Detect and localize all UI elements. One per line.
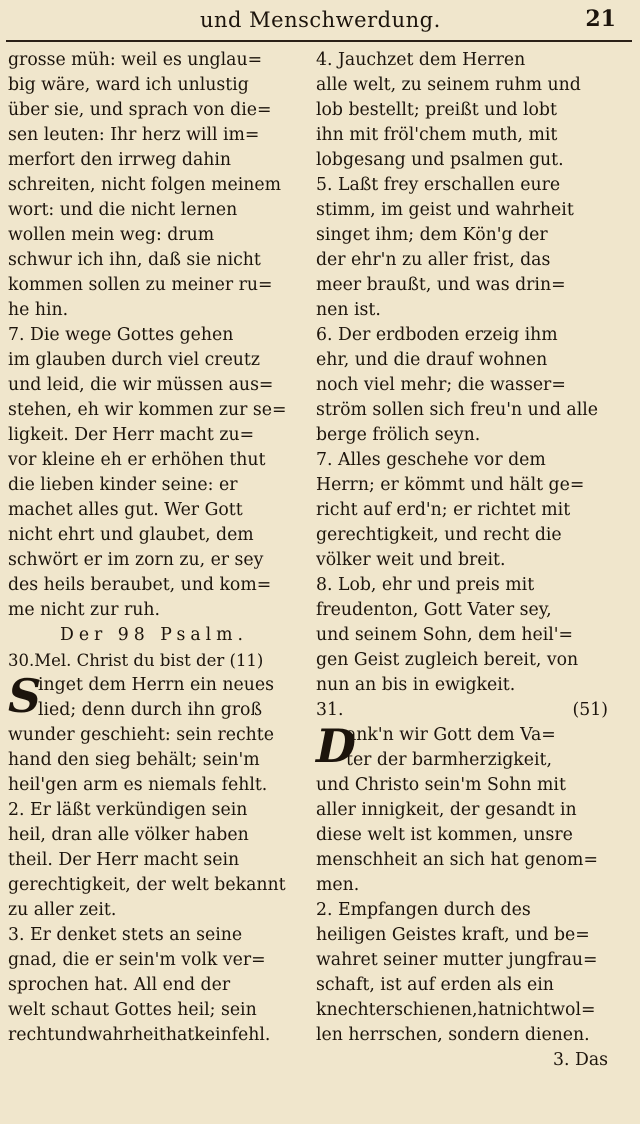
psalm-title: Der 98 Psalm.: [59, 625, 249, 645]
text-line: heil, dran alle völker haben: [8, 825, 249, 845]
text-line: berge frölich seyn.: [316, 425, 481, 445]
text-line: he hin.: [8, 300, 69, 320]
text-line: kommen sollen zu meiner ru=: [8, 275, 273, 295]
text-line: machet alles gut. Wer Gott: [8, 500, 243, 520]
text-line: big wäre, ward ich unlustig: [8, 75, 249, 95]
text-line: freudenton, Gott Vater sey,: [316, 600, 552, 620]
text-line: schwur ich ihn, daß sie nicht: [8, 250, 261, 270]
text-line: über sie, und sprach von die=: [8, 100, 272, 120]
text-line: len herrschen, sondern dienen.: [316, 1025, 590, 1045]
text-line: aller innigkeit, der gesandt in: [316, 800, 577, 820]
text-line: lobgesang und psalmen gut.: [316, 150, 564, 170]
text-line: zu aller zeit.: [8, 900, 117, 920]
text-line: gerechtigkeit, der welt bekannt: [8, 875, 286, 895]
text-line: nun an bis in ewigkeit.: [316, 675, 516, 695]
text-line: ter der barmherzigkeit,: [346, 750, 552, 770]
drop-cap: D: [316, 719, 356, 773]
text-line: nen ist.: [316, 300, 381, 320]
text-line: ihn mit fröl'chem muth, mit: [316, 125, 558, 145]
text-line: wunder geschieht: sein rechte: [8, 725, 274, 745]
text-line: des heils beraubet, und kom=: [8, 575, 272, 595]
text-line: die lieben kinder seine: er: [8, 475, 238, 495]
text-line: gerechtigkeit, und recht die: [316, 525, 562, 545]
text-line: hand den sieg behält; sein'm: [8, 750, 260, 770]
text-line: stimm, im geist und wahrheit: [316, 200, 574, 220]
hymn-31-opening: [316, 719, 608, 773]
running-head: und Menschwerdung.: [200, 8, 441, 32]
text-line: wollen mein weg: drum: [8, 225, 215, 245]
text-line: heiligen Geistes kraft, und be=: [316, 925, 590, 945]
text-line: der ehr'n zu aller frist, das: [316, 250, 551, 270]
text-line: wort: und die nicht lernen: [8, 200, 238, 220]
text-line: ank'n wir Gott dem Va=: [346, 725, 556, 745]
text-line: wahret seiner mutter jungfrau=: [316, 950, 598, 970]
text-line: welt schaut Gottes heil; sein: [8, 1000, 257, 1020]
text-line: sen leuten: Ihr herz will im=: [8, 125, 260, 145]
text-line: singet ihm; dem Kön'g der: [316, 225, 548, 245]
text-line: lied; denn durch ihn groß: [38, 700, 263, 720]
text-line: inget dem Herrn ein neues: [38, 675, 274, 695]
text-line: diese welt ist kommen, unsre: [316, 825, 573, 845]
text-line: ström sollen sich freu'n und alle: [316, 400, 599, 420]
text-line: menschheit an sich hat genom=: [316, 850, 598, 870]
verse-start-line: 2. Empfangen durch des: [316, 900, 531, 920]
text-line: ligkeit. Der Herr macht zu=: [8, 425, 255, 445]
text-line: und leid, die wir müssen aus=: [8, 375, 274, 395]
text-line: merfort den irrweg dahin: [8, 150, 232, 170]
text-line: schwört er im zorn zu, er sey: [8, 550, 264, 570]
verse-start-line: 8. Lob, ehr und preis mit: [316, 575, 535, 595]
text-line: lob bestellt; preißt und lobt: [316, 100, 557, 120]
text-line: völker weit und breit.: [316, 550, 506, 570]
left-column: [8, 48, 300, 1048]
verse-start-line: 3. Er denket stets an seine: [8, 925, 243, 945]
text-line: gen Geist zugleich bereit, von: [316, 650, 579, 670]
verse-start-line: 7. Die wege Gottes gehen: [8, 325, 234, 345]
text-line: Herrn; er kömmt und hält ge=: [316, 475, 585, 495]
hymn-31-heading: [316, 698, 608, 723]
text-line: und Christo sein'm Sohn mit: [316, 775, 566, 795]
text-line: theil. Der Herr macht sein: [8, 850, 240, 870]
text-line: und seinem Sohn, dem heil'=: [316, 625, 573, 645]
verse-start-line: 7. Alles geschehe vor dem: [316, 450, 546, 470]
text-line: me nicht zur ruh.: [8, 600, 161, 620]
page-number: 21: [585, 6, 616, 32]
tune-reference: (51): [572, 700, 608, 720]
text-line: rechtundwahrheithatkeinfehl.: [8, 1025, 271, 1045]
text-line: stehen, eh wir kommen zur se=: [8, 400, 287, 420]
text-line: nicht ehrt und glaubet, dem: [8, 525, 254, 545]
drop-cap: S: [8, 669, 42, 723]
text-line: heil'gen arm es niemals fehlt.: [8, 775, 268, 795]
text-line: vor kleine eh er erhöhen thut: [8, 450, 266, 470]
text-line: meer braußt, und was drin=: [316, 275, 566, 295]
text-line: richt auf erd'n; er richtet mit: [316, 500, 571, 520]
verse-start-line: 6. Der erdboden erzeig ihm: [316, 325, 558, 345]
text-line: im glauben durch viel creutz: [8, 350, 260, 370]
verse-start-line: 4. Jauchzet dem Herren: [316, 50, 526, 70]
text-line: schaft, ist auf erden als ein: [316, 975, 554, 995]
text-line: schreiten, nicht folgen meinem: [8, 175, 282, 195]
hymn-number: 31.: [316, 700, 344, 720]
text-line: knechterschienen,hatnichtwol=: [316, 1000, 596, 1020]
right-column: [316, 48, 608, 1073]
text-line: sprochen hat. All end der: [8, 975, 231, 995]
verse-start-line: 5. Laßt frey erschallen eure: [316, 175, 561, 195]
header-rule: [6, 40, 632, 42]
page-header: [0, 6, 640, 40]
catchword: 3. Das: [552, 1050, 608, 1070]
text-line: grosse müh: weil es unglau=: [8, 50, 263, 70]
text-line: alle welt, zu seinem ruhm und: [316, 75, 581, 95]
text-line: noch viel mehr; die wasser=: [316, 375, 566, 395]
hymn-30-opening: [8, 669, 300, 723]
verse-start-line: 2. Er läßt verkündigen sein: [8, 800, 248, 820]
melody-line: 30.Mel. Christ du bist der (11): [8, 651, 264, 670]
text-line: gnad, die er sein'm volk ver=: [8, 950, 266, 970]
text-line: ehr, und die drauf wohnen: [316, 350, 548, 370]
text-line: men.: [316, 875, 360, 895]
